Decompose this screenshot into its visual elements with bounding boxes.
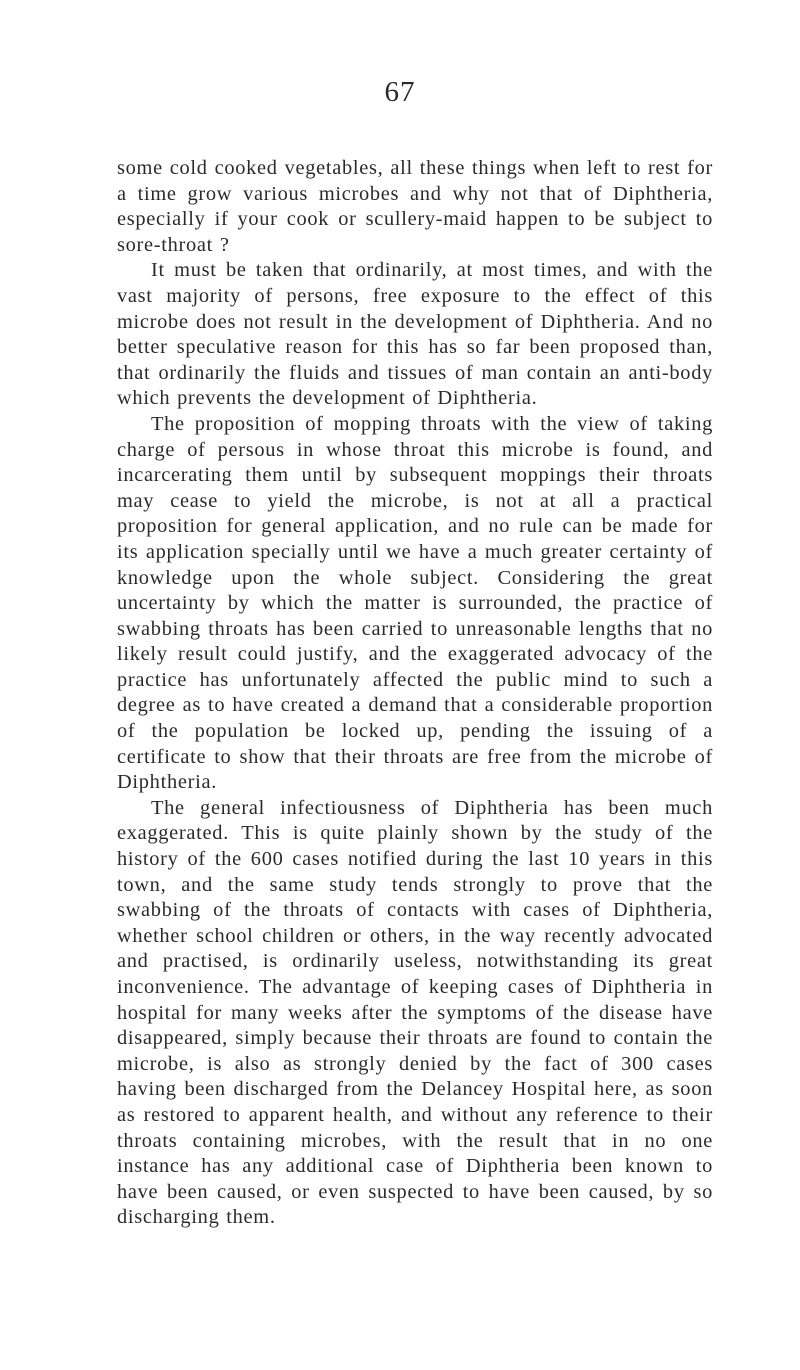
body-text [117,156,713,1231]
paragraph-continuation: some cold cooked vegetables, all these things when left to rest for a time grow various microbes and why not that of Diphtheria, especially if your cook or scullery-maid happen to be subject to sore-throat ? [117,157,713,256]
paragraph-general-infectiousness: The general infectiousness of Diphtheria has been much exaggerated. This is quite plainly shown by the study of the history of the 600 cases notified during the last 10 years in this town, and the same study tends strongly to prove that the swabbing of the throats of contacts with cases of Diphtheria, whether school children or others, in the way recently advocated and practised, is ordinarily useless, notwithstanding its great inconvenience. The advantage of keeping cases of Diphtheria in hospital for many weeks after the symptoms of the disease have disappeared, simply because their throats are found to contain the microbe, is also as strongly denied by the fact of 300 cases having been discharged from the Delancey Hospital here, as soon as restored to apparent health, and without any reference to their throats containing microbes, with the result that in no one instance has any additional case of Diphtheria been known to have been caused, or even suspected to have been caused, by so discharging them. [117,796,713,1229]
paragraph-diphtheria-exposure: It must be taken that ordinarily, at most times, and with the vast majority of persons, free exposure to the effect of this microbe does not result in the development of Diphtheria. And no better speculative reason for this has so far been proposed than, that ordinarily the fluids and tissues of man contain an anti-body which prevents the development of Diphtheria. [117,259,713,410]
page-number: 67 [384,76,416,108]
paragraph-mopping-throats: The proposition of mopping throats with the view of taking charge of persous in whose throat this microbe is found, and incarcerating them until by subsequent moppings their throats may cease to yield the microbe, is not at all a practical proposition for general application, and no rule can be made for its application specially until we have a much greater certainty of knowledge upon the whole subject. Considering the great uncertainty by which the matter is surrounded, the practice of swabbing throats has been carried to unreasonable lengths that no likely result could justify, and the exaggerated advocacy of the practice has unfortunately affected the public mind to such a degree as to have created a demand that a considerable proportion of the population be locked up, pending the issuing of a certificate to show that their throats are free from the microbe of Diphtheria. [117,412,713,794]
